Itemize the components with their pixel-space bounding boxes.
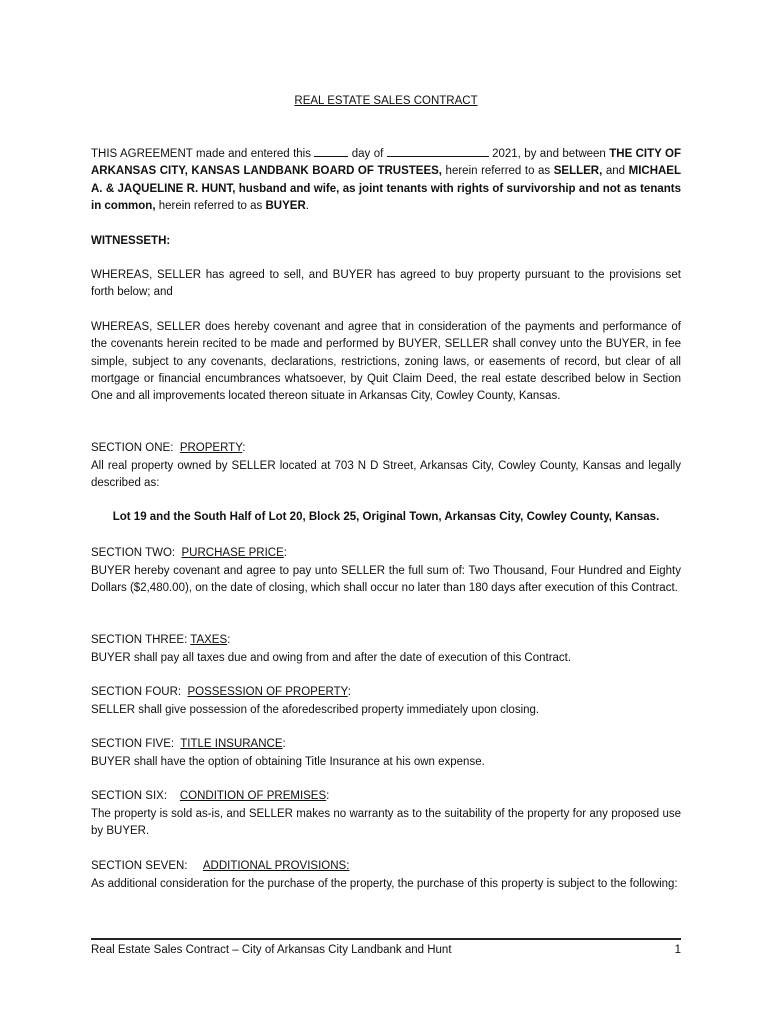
section-five-heading: SECTION FIVE: TITLE INSURANCE: (91, 738, 286, 750)
section-one-heading: SECTION ONE: PROPERTY: (91, 442, 246, 454)
seller-name: THE CITY OF ARKANSAS CITY, KANSAS LANDBANK BOARD OF TRUSTEES, (91, 148, 681, 178)
footer-divider (91, 938, 681, 940)
section-four-heading: SECTION FOUR: POSSESSION OF PROPERTY: (91, 686, 351, 698)
page-number: 1 (674, 944, 681, 956)
section-seven-heading: SECTION SEVEN: ADDITIONAL PROVISIONS: (91, 860, 350, 872)
agreement-paragraph: THIS AGREEMENT made and entered this day of 2021, by and between THE CITY OF ARKANSAS CITY, KANSAS LANDBANK BOARD OF TRUSTEES, herein referred to as SELLER, and MICHAEL A. & JAQUELINE R. HUNT, husband and wife, as joint tenants with rights of survivorship and not as tenants in common, herein referred to as BUYER. (91, 148, 681, 212)
section-three-heading: SECTION THREE: TAXES: (91, 634, 231, 646)
section-seven-body: As additional consideration for the purchase of the property, the purchase of this property is subject to the following: (91, 878, 678, 890)
legal-description: Lot 19 and the South Half of Lot 20, Block 25, Original Town, Arkansas City, Cowley County, Kansas. (112, 511, 660, 523)
day-blank[interactable] (314, 146, 348, 157)
buyer-name: MICHAEL A. & JAQUELINE R. HUNT, husband and wife, as joint tenants with rights of survivorship and not as tenants in common, (91, 165, 681, 212)
section-two-heading: SECTION TWO: PURCHASE PRICE: (91, 547, 287, 559)
section-six-heading: SECTION SIX: CONDITION OF PREMISES: (91, 790, 330, 802)
section-two-body: BUYER hereby covenant and agree to pay unto SELLER the full sum of: Two Thousand, Four Hundred and Eighty Dollars ($2,480.00), on the date of closing, which shall occur no later than 180 days after execution of this Contract. (91, 565, 681, 595)
whereas-paragraph-2: WHEREAS, SELLER does hereby covenant and agree that in consideration of the payments and performance of the covenants herein recited to be made and performed by BUYER, SELLER shall convey unto the BUYER, in fee simple, subject to any covenants, declarations, restrictions, zoning laws, or easements of record, but clear of all mortgage or financial encumbrances whatsoever, by Quit Claim Deed, the real estate described below in Section One and all improvements located thereon situate in Arkansas City, Cowley County, Kansas. (91, 321, 681, 403)
section-three-body: BUYER shall pay all taxes due and owing from and after the date of execution of this Contract. (91, 652, 572, 664)
section-five-body: BUYER shall have the option of obtaining Title Insurance at his own expense. (91, 756, 485, 768)
section-four-body: SELLER shall give possession of the aforedescribed property immediately upon closing. (91, 704, 540, 716)
whereas-paragraph-1: WHEREAS, SELLER has agreed to sell, and BUYER has agreed to buy property pursuant to the provisions set forth below; and (91, 269, 681, 299)
section-one-body: All real property owned by SELLER located at 703 N D Street, Arkansas City, Cowley County, Kansas and legally described as: (91, 460, 681, 490)
section-six-body: The property is sold as-is, and SELLER makes no warranty as to the suitability of the property for any proposed use by BUYER. (91, 808, 681, 838)
witnesseth-heading: WITNESSETH: (91, 235, 171, 247)
page-footer (91, 944, 681, 956)
document-title: REAL ESTATE SALES CONTRACT (294, 95, 478, 107)
month-blank[interactable] (387, 146, 489, 157)
document-page (91, 0, 681, 1024)
footer-text: Real Estate Sales Contract – City of Arkansas City Landbank and Hunt (91, 944, 452, 956)
